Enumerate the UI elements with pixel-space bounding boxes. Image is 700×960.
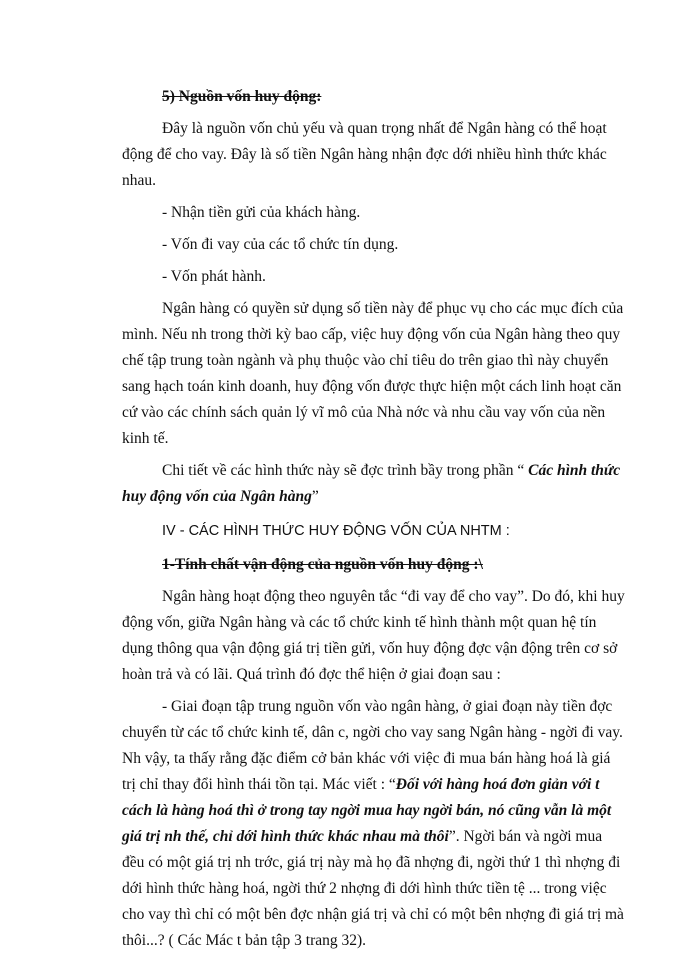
paragraph-3-close: ”	[311, 488, 319, 505]
paragraph-5-end: ”. Ngời bán và ngời mua đều có một giá trị nh trớc, giá trị này mà họ đã nhợng đi, ngời thứ 1 thì nhợng đi dới hình thức hàng hoá, ngời thứ 2 nhợng đi dới hình thức tiền tệ ... trong việc cho vay thì chỉ có một bên đợc nhận giá trị và chỉ có một bên nhợng đi giá trị mà thôi...? ( Các Mác t bản tập 3 trang 32).	[122, 828, 624, 949]
paragraph-1: Đây là nguồn vốn chủ yếu và quan trọng nhất để Ngân hàng có thể hoạt động để cho vay. Đây là số tiền Ngân hàng nhận đợc dới nhiều hình thức khác nhau.	[122, 120, 607, 189]
paragraph-4: Ngân hàng hoạt động theo nguyên tắc “đi vay để cho vay”. Do đó, khi huy động vốn, giữa Ngân hàng và các tổ chức kinh tế hình thành một quan hệ tín dụng thông qua vận động giá trị tiền gửi, vốn huy động đợc vận động trên cơ sở hoàn trả và có lãi. Quá trình đó đợc thể hiện ở giai đoạn sau :	[122, 588, 625, 683]
section-5-heading: 5) Nguồn vốn huy động:	[162, 88, 322, 105]
subsection-1-heading: 1-Tính chất vận động của nguồn vốn huy động :\	[162, 556, 483, 573]
paragraph-3-reference: Các hình thức huy động vốn của Ngân hàng	[122, 462, 621, 505]
paragraph-5-text: - Giai đoạn tập trung nguồn vốn vào ngân hàng, ở giai đoạn này tiền đợc chuyển từ các tổ chức kinh tế, dân c, ngời cho vay sang Ngân hàng - ngời đi vay. Nh vậy, ta thấy rằng đặc điểm cở bản khác với việc đi mua bán hàng hoá là giá trị chỉ thay đổi hình thái tồn tại. Mác viết : “	[122, 698, 623, 793]
paragraph-2: Ngân hàng có quyền sử dụng số tiền này để phục vụ cho các mục đích của mình. Nếu nh trong thời kỳ bao cấp, việc huy động vốn của Ngân hàng theo quy chế tập trung toàn ngành và phụ thuộc vào chỉ tiêu do trên giao thì này chuyển sang hạch toán kinh doanh, huy động vốn được thực hiện một cách linh hoạt căn cứ vào các chính sách quản lý vĩ mô của Nhà nớc và nhu cầu vay vốn của nền kinh tế.	[122, 300, 624, 447]
paragraph-3	[122, 458, 626, 510]
paragraph-5	[122, 694, 626, 954]
list-item-deposits: - Nhận tiền gửi của khách hàng.	[162, 204, 361, 221]
section-iv-heading: IV - CÁC HÌNH THỨC HUY ĐỘNG VỐN CỦA NHTM :	[162, 523, 510, 539]
marx-quote: Đối với hàng hoá đơn giản với t cách là hàng hoá thì ở trong tay ngời mua hay ngời bán, nó cũng vẫn là một giá trị nh thế, chỉ dới hình thức khác nhau mà thôi	[122, 776, 612, 845]
paragraph-3-text: Chi tiết về các hình thức này sẽ đợc trình bầy trong phần “	[162, 462, 529, 479]
list-item-issuance: - Vốn phát hành.	[162, 268, 266, 285]
list-item-borrowing: - Vốn đi vay của các tổ chức tín dụng.	[162, 236, 399, 253]
